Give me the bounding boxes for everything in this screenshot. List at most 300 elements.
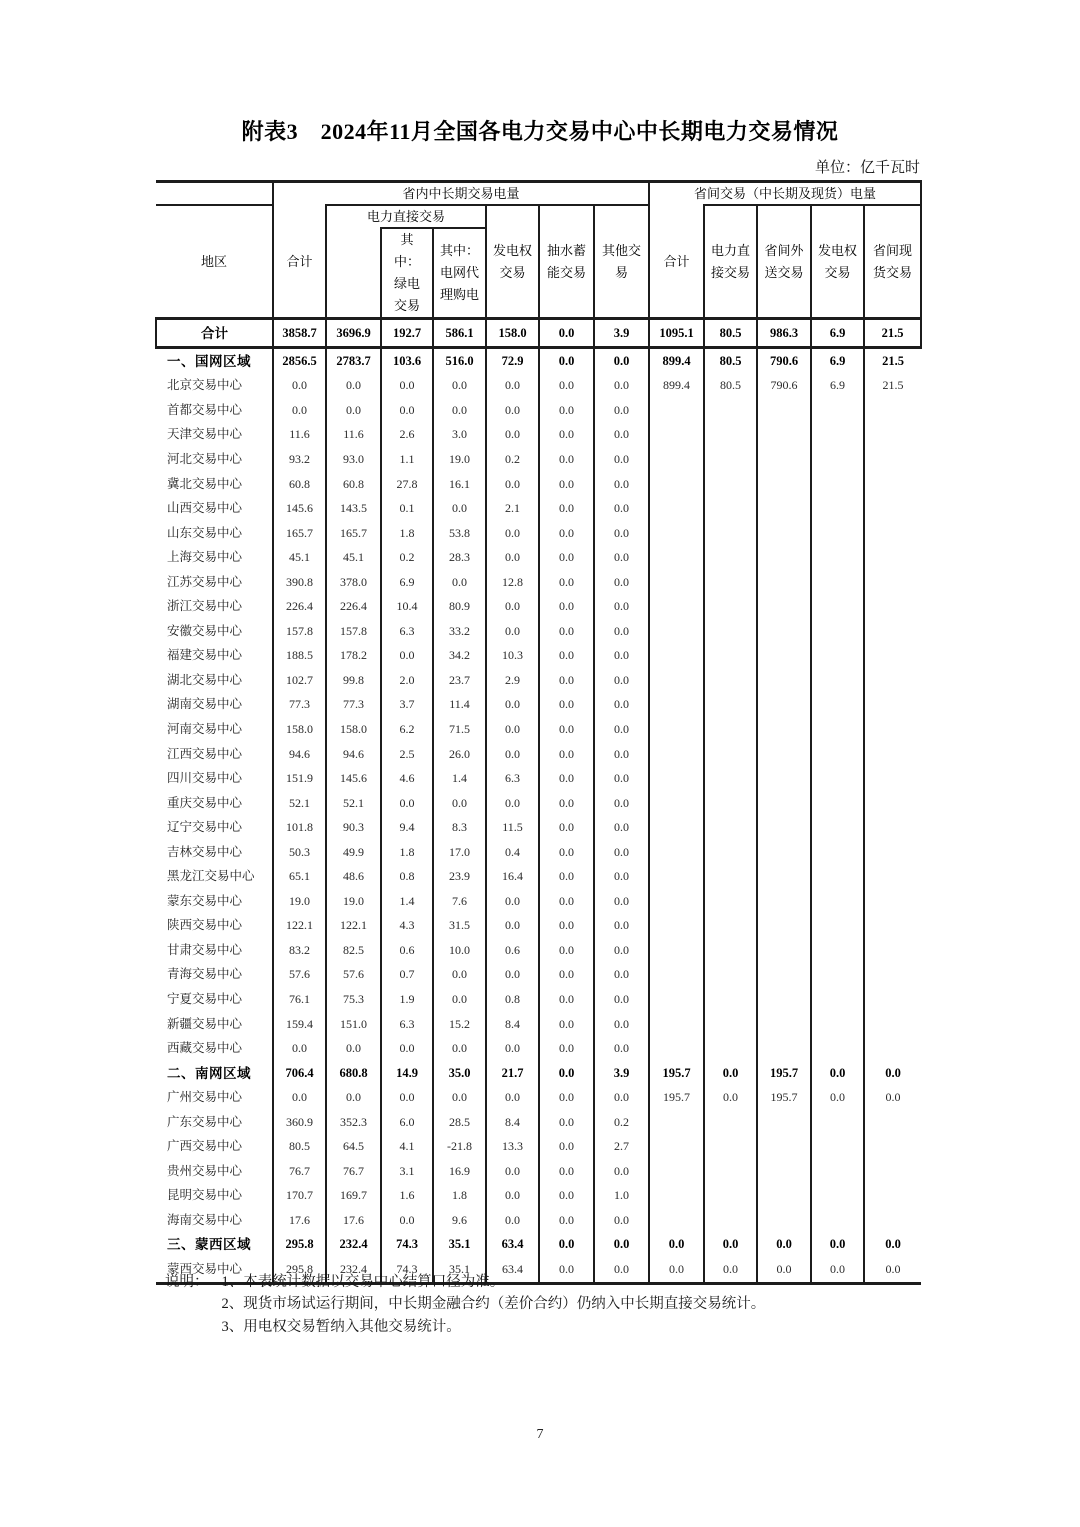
value-cell: 1.6: [381, 1184, 433, 1209]
value-cell: [649, 423, 704, 448]
table-row: [156, 1012, 921, 1037]
value-cell: [704, 521, 757, 546]
value-cell: [704, 864, 757, 889]
value-cell: [864, 717, 921, 742]
value-cell: 0.8: [381, 864, 433, 889]
value-cell: 10.3: [486, 644, 539, 669]
value-cell: [649, 570, 704, 595]
value-cell: [649, 742, 704, 767]
value-cell: 75.3: [326, 987, 381, 1012]
value-cell: 0.0: [433, 987, 486, 1012]
value-cell: 0.0: [539, 1208, 594, 1233]
value-cell: 3.9: [594, 319, 649, 348]
value-cell: 28.5: [433, 1110, 486, 1135]
value-cell: 3.1: [381, 1159, 433, 1184]
value-cell: 0.0: [594, 644, 649, 669]
value-cell: [811, 398, 864, 423]
value-cell: [704, 791, 757, 816]
value-cell: 151.0: [326, 1012, 381, 1037]
value-cell: [649, 1110, 704, 1135]
value-cell: 0.0: [704, 1085, 757, 1110]
value-cell: 65.1: [273, 864, 326, 889]
value-cell: 34.2: [433, 644, 486, 669]
value-cell: 0.0: [433, 791, 486, 816]
value-cell: 76.7: [326, 1159, 381, 1184]
value-cell: 0.0: [381, 1036, 433, 1061]
value-cell: [649, 693, 704, 718]
value-cell: 158.0: [326, 717, 381, 742]
row-label: 蒙西交易中心: [156, 1257, 273, 1283]
value-cell: [811, 717, 864, 742]
value-cell: 4.6: [381, 766, 433, 791]
value-cell: 0.0: [539, 1257, 594, 1283]
value-cell: [864, 521, 921, 546]
value-cell: 790.6: [757, 348, 811, 374]
row-label: 冀北交易中心: [156, 472, 273, 497]
value-cell: [704, 398, 757, 423]
value-cell: [704, 668, 757, 693]
row-label: 浙江交易中心: [156, 594, 273, 619]
value-cell: [811, 987, 864, 1012]
value-cell: 0.0: [811, 1085, 864, 1110]
value-cell: [649, 1159, 704, 1184]
value-cell: 352.3: [326, 1110, 381, 1135]
table-row: [156, 938, 921, 963]
value-cell: 0.0: [381, 791, 433, 816]
row-label: 河北交易中心: [156, 447, 273, 472]
value-cell: [649, 1036, 704, 1061]
table-row: [156, 742, 921, 767]
value-cell: [704, 938, 757, 963]
value-cell: [704, 717, 757, 742]
value-cell: [704, 1110, 757, 1135]
value-cell: 10.4: [381, 594, 433, 619]
value-cell: [704, 914, 757, 939]
value-cell: [757, 594, 811, 619]
value-cell: [811, 570, 864, 595]
value-cell: 390.8: [273, 570, 326, 595]
value-cell: [864, 668, 921, 693]
value-cell: 0.0: [433, 374, 486, 399]
value-cell: 0.0: [326, 1036, 381, 1061]
unit-label: 单位：亿千瓦时: [814, 160, 920, 176]
value-cell: 64.5: [326, 1135, 381, 1160]
value-cell: 0.0: [539, 840, 594, 865]
value-cell: 8.3: [433, 815, 486, 840]
value-cell: 0.0: [594, 1159, 649, 1184]
value-cell: [649, 815, 704, 840]
power-trading-table: [155, 180, 922, 1285]
row-label: 河南交易中心: [156, 717, 273, 742]
value-cell: [757, 889, 811, 914]
value-cell: 178.2: [326, 644, 381, 669]
value-cell: 0.0: [594, 889, 649, 914]
value-cell: 0.0: [326, 398, 381, 423]
row-label: 海南交易中心: [156, 1208, 273, 1233]
value-cell: [864, 398, 921, 423]
value-cell: 0.8: [486, 987, 539, 1012]
value-cell: 0.0: [594, 1085, 649, 1110]
value-cell: [757, 644, 811, 669]
value-cell: 60.8: [273, 472, 326, 497]
value-cell: 0.0: [433, 496, 486, 521]
table-row: [156, 374, 921, 399]
value-cell: [757, 545, 811, 570]
value-cell: [649, 398, 704, 423]
grid-agent-subheader: 其中：电网代理购电: [433, 228, 486, 319]
value-cell: 0.0: [486, 374, 539, 399]
value-cell: 0.0: [539, 668, 594, 693]
row-label: 宁夏交易中心: [156, 987, 273, 1012]
value-cell: 0.0: [594, 374, 649, 399]
gen-right-header: 发电权交易: [486, 205, 539, 319]
row-label: 广东交易中心: [156, 1110, 273, 1135]
table-row: [156, 619, 921, 644]
value-cell: 0.0: [539, 521, 594, 546]
value-cell: 11.6: [273, 423, 326, 448]
value-cell: 6.3: [381, 619, 433, 644]
value-cell: [649, 914, 704, 939]
value-cell: 1.9: [381, 987, 433, 1012]
value-cell: 76.7: [273, 1159, 326, 1184]
value-cell: [704, 1184, 757, 1209]
table-row: [156, 1135, 921, 1160]
value-cell: [649, 1135, 704, 1160]
row-label: 湖北交易中心: [156, 668, 273, 693]
inter-outbound-header: 省间外送交易: [757, 205, 811, 319]
value-cell: -21.8: [433, 1135, 486, 1160]
value-cell: 0.0: [433, 398, 486, 423]
value-cell: [811, 742, 864, 767]
value-cell: 0.0: [594, 914, 649, 939]
value-cell: [757, 1012, 811, 1037]
value-cell: [811, 545, 864, 570]
value-cell: 0.0: [539, 447, 594, 472]
value-cell: 0.0: [486, 1085, 539, 1110]
value-cell: 0.0: [539, 1012, 594, 1037]
value-cell: 188.5: [273, 644, 326, 669]
value-cell: 14.9: [381, 1061, 433, 1086]
value-cell: 0.0: [539, 938, 594, 963]
row-label: 西藏交易中心: [156, 1036, 273, 1061]
value-cell: 3.0: [433, 423, 486, 448]
value-cell: 3.7: [381, 693, 433, 718]
value-cell: 0.0: [594, 815, 649, 840]
value-cell: 0.0: [594, 398, 649, 423]
value-cell: 2783.7: [326, 348, 381, 374]
value-cell: 0.0: [539, 1159, 594, 1184]
row-label: 辽宁交易中心: [156, 815, 273, 840]
row-label: 吉林交易中心: [156, 840, 273, 865]
row-label: 昆明交易中心: [156, 1184, 273, 1209]
value-cell: 0.0: [486, 619, 539, 644]
table-row: [156, 1085, 921, 1110]
row-label: 陕西交易中心: [156, 914, 273, 939]
value-cell: 94.6: [273, 742, 326, 767]
note-item: 3、用电权交易暂纳入其他交易统计。: [221, 1318, 461, 1335]
value-cell: [649, 644, 704, 669]
value-cell: [649, 963, 704, 988]
table-title: 附表3 2024年11月全国各电力交易中心中长期电力交易情况: [241, 119, 839, 144]
value-cell: [649, 594, 704, 619]
value-cell: [864, 472, 921, 497]
value-cell: [811, 815, 864, 840]
value-cell: 0.0: [326, 1085, 381, 1110]
table-row: [156, 1184, 921, 1209]
value-cell: 21.7: [486, 1061, 539, 1086]
value-cell: 76.1: [273, 987, 326, 1012]
value-cell: [757, 840, 811, 865]
value-cell: [811, 864, 864, 889]
value-cell: 4.3: [381, 914, 433, 939]
value-cell: 77.3: [273, 693, 326, 718]
notes: [165, 1271, 905, 1338]
value-cell: [864, 914, 921, 939]
value-cell: [757, 693, 811, 718]
inter-gen-right-header: 发电权交易: [811, 205, 864, 319]
value-cell: [704, 545, 757, 570]
table-row: [156, 570, 921, 595]
value-cell: [811, 619, 864, 644]
value-cell: 0.0: [539, 1184, 594, 1209]
note-item: 2、现货市场试运行期间，中长期金融合约（差价合约）仍纳入中长期直接交易统计。: [221, 1296, 766, 1313]
value-cell: 71.5: [433, 717, 486, 742]
value-cell: 157.8: [326, 619, 381, 644]
value-cell: 0.0: [594, 496, 649, 521]
value-cell: [757, 1184, 811, 1209]
value-cell: 19.0: [433, 447, 486, 472]
value-cell: [864, 815, 921, 840]
value-cell: 195.7: [649, 1085, 704, 1110]
table-row: [156, 496, 921, 521]
value-cell: 74.3: [381, 1233, 433, 1258]
value-cell: 0.0: [704, 1233, 757, 1258]
value-cell: 0.0: [486, 521, 539, 546]
value-cell: 16.1: [433, 472, 486, 497]
table-row: [156, 766, 921, 791]
row-label: 青海交易中心: [156, 963, 273, 988]
value-cell: 83.2: [273, 938, 326, 963]
value-cell: 0.0: [539, 1061, 594, 1086]
value-cell: 2.1: [486, 496, 539, 521]
value-cell: 0.0: [433, 1036, 486, 1061]
value-cell: 0.0: [486, 545, 539, 570]
value-cell: 2.7: [594, 1135, 649, 1160]
value-cell: 0.0: [594, 1036, 649, 1061]
row-label: 广西交易中心: [156, 1135, 273, 1160]
value-cell: 143.5: [326, 496, 381, 521]
value-cell: [704, 594, 757, 619]
value-cell: 0.0: [539, 1135, 594, 1160]
value-cell: [811, 447, 864, 472]
value-cell: 57.6: [326, 963, 381, 988]
table-body: [156, 319, 921, 1284]
value-cell: 103.6: [381, 348, 433, 374]
value-cell: 80.5: [704, 319, 757, 348]
value-cell: [864, 742, 921, 767]
value-cell: [757, 987, 811, 1012]
value-cell: 0.0: [433, 1085, 486, 1110]
value-cell: 0.0: [539, 619, 594, 644]
intra-group-header: 省内中长期交易电量: [273, 182, 649, 206]
value-cell: [757, 717, 811, 742]
note-item: 1、本表统计数据以交易中心结算口径为准。: [221, 1274, 505, 1290]
value-cell: 1.8: [381, 521, 433, 546]
value-cell: 72.9: [486, 348, 539, 374]
value-cell: 0.0: [273, 374, 326, 399]
value-cell: 27.8: [381, 472, 433, 497]
value-cell: 0.0: [594, 1012, 649, 1037]
value-cell: 0.0: [539, 791, 594, 816]
value-cell: 0.0: [885, 1237, 901, 1252]
value-cell: 74.3: [381, 1257, 433, 1283]
value-cell: [757, 1135, 811, 1160]
value-cell: 0.0: [594, 693, 649, 718]
pumped-storage-header: 抽水蓄能交易: [539, 205, 594, 319]
value-cell: 0.0: [757, 1233, 811, 1258]
value-cell: 21.5: [864, 319, 921, 348]
row-label: 一、国网区域: [156, 348, 273, 374]
value-cell: [811, 594, 864, 619]
value-cell: 0.0: [486, 472, 539, 497]
row-label: 安徽交易中心: [156, 619, 273, 644]
table-row: [156, 914, 921, 939]
value-cell: 0.0: [486, 1036, 539, 1061]
value-cell: 3.9: [594, 1061, 649, 1086]
value-cell: [649, 1012, 704, 1037]
value-cell: 0.0: [433, 963, 486, 988]
value-cell: 0.0: [594, 423, 649, 448]
value-cell: 6.2: [381, 717, 433, 742]
value-cell: 2.0: [381, 668, 433, 693]
value-cell: [704, 447, 757, 472]
value-cell: [757, 1208, 811, 1233]
value-cell: 1.8: [381, 840, 433, 865]
value-cell: 0.0: [539, 348, 594, 374]
value-cell: [704, 423, 757, 448]
value-cell: 0.6: [486, 938, 539, 963]
value-cell: [864, 644, 921, 669]
value-cell: 0.0: [539, 766, 594, 791]
value-cell: [811, 668, 864, 693]
value-cell: 0.2: [486, 447, 539, 472]
value-cell: 0.0: [539, 742, 594, 767]
value-cell: 0.0: [594, 447, 649, 472]
value-cell: [864, 1036, 921, 1061]
value-cell: 57.6: [273, 963, 326, 988]
table-row: [156, 840, 921, 865]
value-cell: 93.0: [326, 447, 381, 472]
value-cell: [649, 521, 704, 546]
value-cell: 0.0: [594, 1257, 649, 1283]
value-cell: 516.0: [433, 348, 486, 374]
value-cell: 0.2: [594, 1110, 649, 1135]
row-label: 天津交易中心: [156, 423, 273, 448]
value-cell: [649, 668, 704, 693]
value-cell: 102.7: [273, 668, 326, 693]
value-cell: 7.6: [433, 889, 486, 914]
value-cell: 50.3: [273, 840, 326, 865]
value-cell: 80.5: [704, 374, 757, 399]
value-cell: [864, 1012, 921, 1037]
value-cell: 0.0: [539, 717, 594, 742]
value-cell: 226.4: [326, 594, 381, 619]
table-row: [156, 987, 921, 1012]
value-cell: 0.0: [704, 1257, 757, 1283]
row-label: 新疆交易中心: [156, 1012, 273, 1037]
value-cell: 0.0: [594, 521, 649, 546]
value-cell: 0.0: [539, 815, 594, 840]
value-cell: 10.0: [433, 938, 486, 963]
value-cell: 0.0: [539, 374, 594, 399]
value-cell: 986.3: [757, 319, 811, 348]
value-cell: 0.0: [594, 963, 649, 988]
value-cell: [757, 766, 811, 791]
value-cell: [811, 1110, 864, 1135]
value-cell: [811, 840, 864, 865]
row-label: 首都交易中心: [156, 398, 273, 423]
value-cell: [704, 840, 757, 865]
value-cell: 1.4: [433, 766, 486, 791]
value-cell: 6.9: [811, 319, 864, 348]
value-cell: 1.4: [381, 889, 433, 914]
value-cell: 0.2: [381, 545, 433, 570]
value-cell: 8.4: [486, 1012, 539, 1037]
value-cell: [811, 1036, 864, 1061]
value-cell: [864, 938, 921, 963]
value-cell: 4.1: [381, 1135, 433, 1160]
value-cell: 23.7: [433, 668, 486, 693]
value-cell: 0.0: [326, 374, 381, 399]
row-label: 黑龙江交易中心: [156, 864, 273, 889]
value-cell: 80.5: [704, 348, 757, 374]
value-cell: [704, 693, 757, 718]
value-cell: 706.4: [273, 1061, 326, 1086]
value-cell: 0.0: [594, 840, 649, 865]
value-cell: 28.3: [433, 545, 486, 570]
value-cell: 195.7: [757, 1061, 811, 1086]
value-cell: 52.1: [326, 791, 381, 816]
value-cell: [811, 496, 864, 521]
value-cell: 0.0: [649, 1233, 704, 1258]
value-cell: 0.0: [486, 398, 539, 423]
value-cell: 8.4: [486, 1110, 539, 1135]
direct-total-subheader: [326, 228, 381, 319]
value-cell: 0.0: [811, 1257, 864, 1283]
value-cell: [649, 840, 704, 865]
table-row: [156, 348, 921, 374]
value-cell: 0.0: [381, 644, 433, 669]
corner-blank-cell: [156, 182, 273, 206]
row-label: 江西交易中心: [156, 742, 273, 767]
value-cell: 0.0: [864, 1257, 921, 1283]
value-cell: 0.0: [594, 348, 649, 374]
value-cell: 45.1: [273, 545, 326, 570]
table-row: [156, 1208, 921, 1233]
value-cell: 170.7: [273, 1184, 326, 1209]
value-cell: 35.0: [433, 1061, 486, 1086]
value-cell: [649, 1208, 704, 1233]
value-cell: [757, 1159, 811, 1184]
value-cell: 0.0: [486, 889, 539, 914]
value-cell: [864, 766, 921, 791]
value-cell: [864, 496, 921, 521]
notes-items: [222, 1271, 906, 1338]
value-cell: 49.9: [326, 840, 381, 865]
value-cell: 899.4: [649, 374, 704, 399]
value-cell: [757, 423, 811, 448]
value-cell: 0.0: [885, 1065, 901, 1080]
